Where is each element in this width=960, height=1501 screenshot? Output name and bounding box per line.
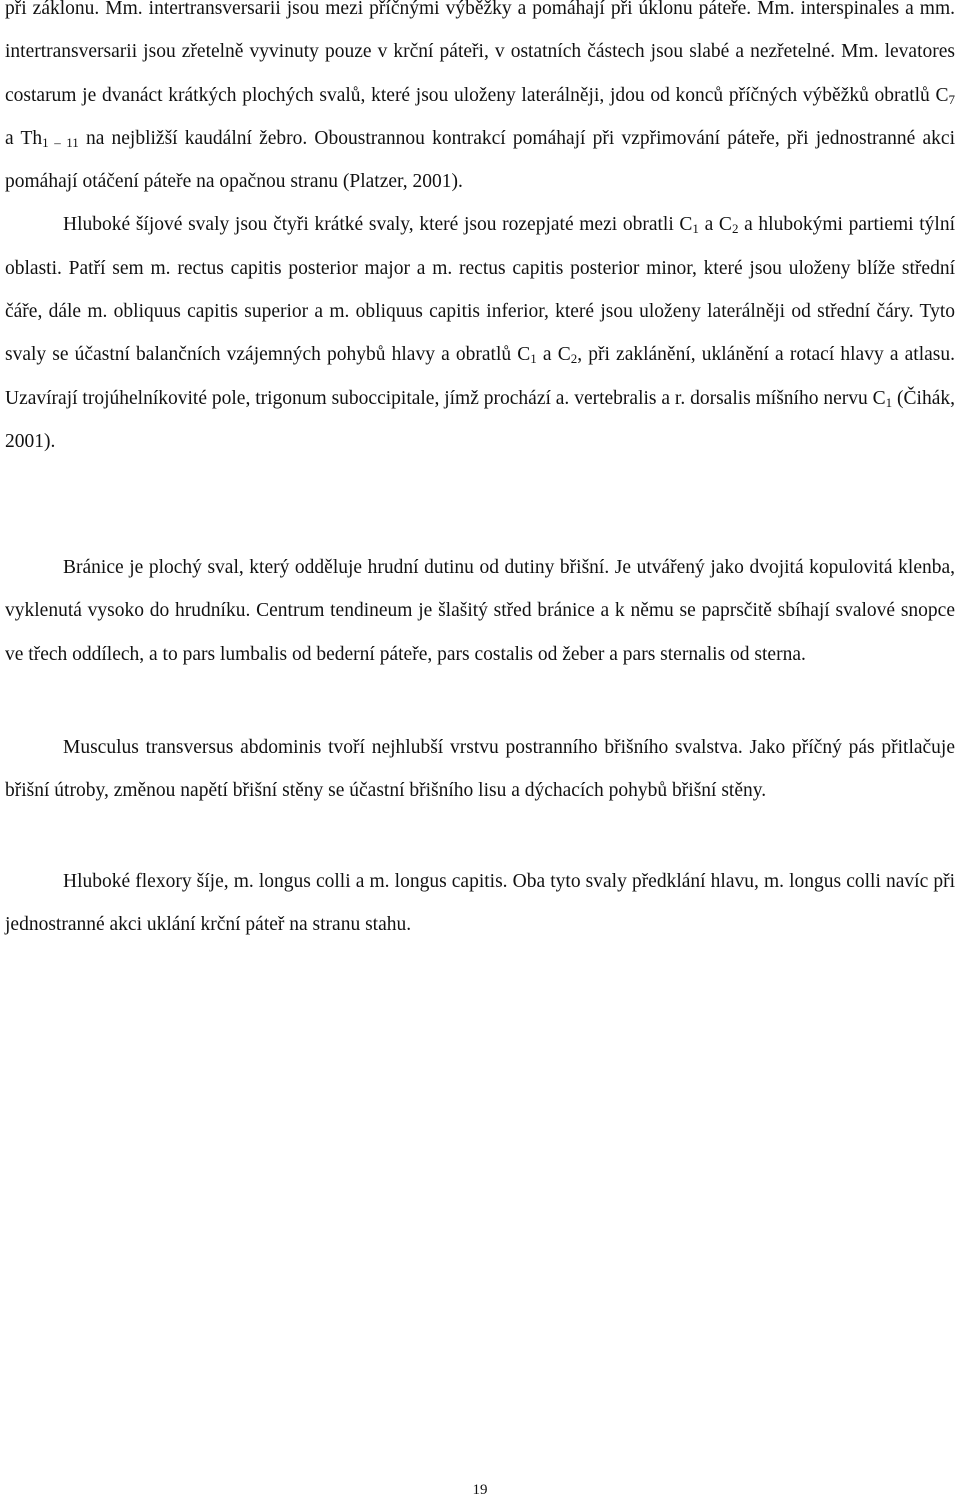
subscript: 2	[731, 221, 739, 237]
paragraph-deep-neck-flexors: Hluboké flexory šíje, m. longus colli a m. longus capitis. Oba tyto svaly předklání hlavu, m. longus colli navíc při jednostranné akci uklání krční páteř na stranu stahu.	[5, 871, 955, 936]
subscript: 1	[692, 221, 699, 237]
text-run: a C	[698, 214, 732, 236]
subscript: 1	[885, 394, 893, 410]
text-run: při záklonu. Mm. intertransversarii jsou mezi příčnými výběžky a pomáhají při úklonu páteře. Mm. interspinales a mm. intertransversarii jsou zřetelně vyvinuty pouze v krční páteři, v ostatních částech jsou slabé a nezřetelné. Mm. levatores costarum je dvanáct krátkých plochých svalů, které jsou uloženy laterálněji, jdou od konců příčných výběžků obratlů C	[5, 0, 955, 106]
text-run: na nejbližší kaudální žebro. Oboustrannou kontrakcí pomáhají při vzpřimování páteře, při jednostranné akci pomáhají otáčení páteře na opačnou stranu (Platzer, 2001).	[5, 127, 955, 193]
subscript: 1	[530, 351, 537, 367]
paragraph-block-4	[5, 860, 955, 947]
paragraph-block-1	[5, 0, 955, 463]
text-run: a C	[536, 344, 571, 366]
text-run: a Th	[5, 127, 43, 149]
text-run: , při zaklánění, uklánění a rotací hlavy a atlasu. Uzavírají trojúhelníkovité pole, trigonum suboccipitale, jímž prochází a. vertebralis a r. dorsalis míšního nervu C	[5, 344, 955, 409]
paragraph-back-muscles	[5, 0, 955, 203]
paragraph-diaphragm: Bránice je plochý sval, který odděluje hrudní dutinu od dutiny břišní. Je utvářený jako dvojitá kopulovitá klenba, vyklenutá vysoko do hrudníku. Centrum tendineum je šlašitý střed bránice a k němu se paprsčitě sbíhají svalové snopce ve třech oddílech, a to pars lumbalis od bederní páteře, pars costalis od žeber a pars sternalis od sterna.	[5, 557, 955, 665]
paragraph-block-3	[5, 726, 955, 813]
subscript: 7	[948, 91, 955, 107]
text-run: a hlubokými partiemi týlní oblasti. Patří sem m. rectus capitis posterior major a m. rectus capitis posterior minor, které jsou uloženy blíže střední čáře, dále m. obliquus capitis superior a m. obliquus capitis inferior, které jsou uloženy laterálněji od střední čáry. Tyto svaly se účastní balančních vzájemných pohybů hlavy a obratlů C	[5, 214, 956, 366]
text-run: (Čihák, 2001).	[5, 387, 955, 452]
paragraph-transversus-abdominis: Musculus transversus abdominis tvoří nejhlubší vrstvu postranního břišního svalstva. Jako příčný pás přitlačuje břišní útroby, změnou napětí břišní stěny se účastní břišního lisu a dýchacích pohybů břišní stěny.	[5, 737, 955, 802]
text-run: Hluboké šíjové svaly jsou čtyři krátké svaly, které jsou rozepjaté mezi obratli C	[63, 214, 693, 236]
paragraph-block-2	[5, 546, 955, 676]
paragraph-suboccipital-muscles	[5, 203, 955, 463]
subscript: 1 – 11	[42, 134, 79, 150]
subscript: 2	[570, 351, 578, 367]
page-number: 19	[472, 1482, 488, 1498]
